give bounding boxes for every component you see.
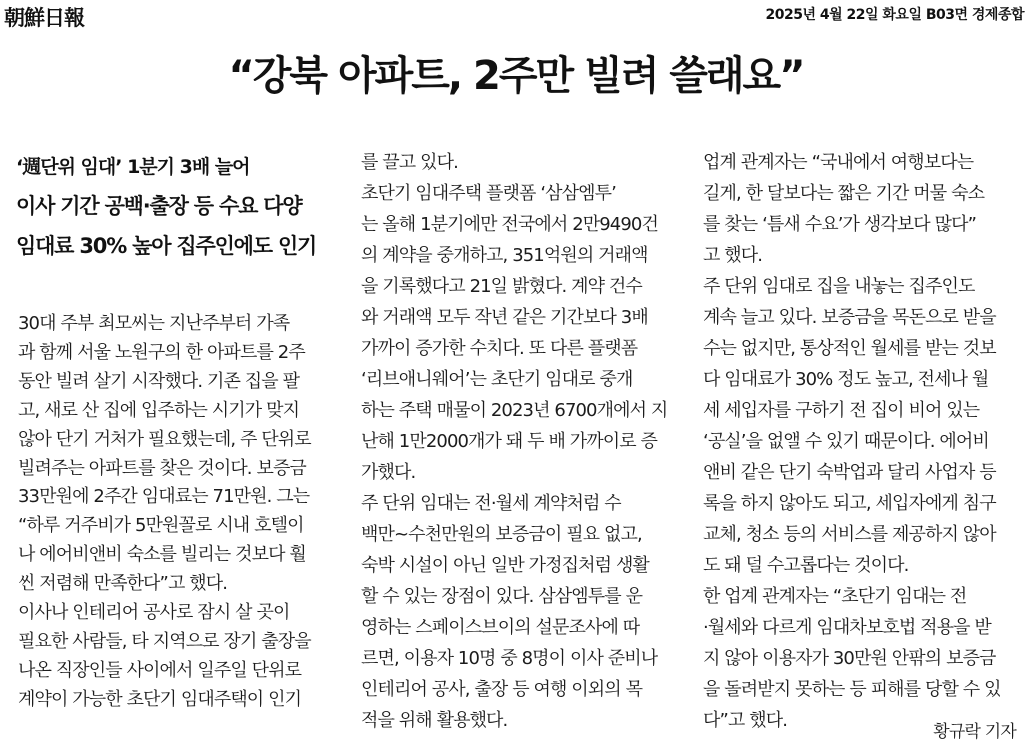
text-line: 도 돼 덜 수고롭다는 것이다.: [703, 555, 909, 576]
text-line: 영하는 스페이스브이의 설문조사에 따: [361, 617, 640, 638]
text-line: ‘공실’을 없앨 수 있기 때문이다. 에어비: [703, 431, 989, 452]
text-line: 난해 1만2000개가 돼 두 배 가까이로 증: [361, 431, 658, 452]
text-line: 한 업계 관계자는 “초단기 임대는 전: [703, 586, 967, 607]
text-line: 주 단위 임대는 전·월세 계약처럼 수: [361, 493, 621, 514]
text-line: 세 세입자를 구하기 전 집이 비어 있는: [703, 400, 980, 421]
text-line: 를 끌고 있다.: [361, 152, 458, 173]
text-line: 할 수 있는 장점이 있다. 삼삼엠투를 운: [361, 586, 643, 607]
text-line: 수는 없지만, 통상적인 월세를 받는 것보: [703, 338, 996, 359]
text-line: 길게, 한 달보다는 짧은 기간 머물 숙소: [703, 183, 985, 204]
text-line: 와 거래액 모두 작년 같은 기간보다 3배: [361, 307, 648, 328]
text-line: 않아 단기 거처가 필요했는데, 주 단위로: [18, 428, 311, 450]
text-line: 를 찾는 ‘틈새 수요’가 생각보다 많다”: [703, 214, 977, 235]
text-line: 이사나 인테리어 공사로 잠시 살 곳이: [18, 602, 290, 623]
text-line: 과 함께 서울 노원구의 한 아파트를 2주: [18, 341, 305, 363]
text-line: 록을 하지 않아도 되고, 세입자에게 침구: [703, 493, 996, 514]
text-line: 하는 주택 매물이 2023년 6700개에서 지: [361, 400, 668, 421]
text-line: 빌려주는 아파트를 찾은 것이다. 보증금: [18, 457, 306, 479]
text-line: 나 에어비앤비 숙소를 빌리는 것보다 훨: [18, 544, 306, 566]
text-line: 숙박 시설이 아닌 일반 가정집처럼 생활: [361, 555, 649, 576]
subhead-2: 임대료 30% 높아 집주인에도 인기: [16, 234, 317, 258]
text-line: 을 기록했다고 21일 밝혔다. 계약 건수: [361, 276, 642, 297]
text-line: 씬 저렴해 만족한다”고 했다.: [18, 573, 228, 595]
text-line: 초단기 임대주택 플랫폼 ‘삼삼엠투’: [361, 183, 616, 204]
text-line: 앤비 같은 단기 숙박업과 달리 사업자 등: [703, 462, 996, 483]
text-line: 나온 직장인들 사이에서 일주일 단위로: [18, 659, 302, 681]
text-line: 교체, 청소 등의 서비스를 제공하지 않아: [703, 524, 996, 545]
text-line: 백만~수천만원의 보증금이 필요 없고,: [361, 524, 642, 545]
text-line: 업계 관계자는 “국내에서 여행보다는: [703, 152, 974, 173]
text-line: 다 임대료가 30% 정도 높고, 전세나 월: [703, 369, 989, 390]
text-line: 고 했다.: [703, 245, 763, 266]
text-line: ·월세와 다르게 임대차보호법 적용을 받: [703, 617, 991, 638]
text-line: 33만원에 2주간 임대료는 71만원. 그는: [18, 486, 310, 508]
text-line: 지 않아 이용자가 30만원 안팎의 보증금: [703, 648, 996, 669]
byline: 황규락 기자: [933, 722, 1016, 742]
text-line: 는 올해 1분기에만 전국에서 2만9490건: [361, 214, 658, 235]
text-line: 계약이 가능한 초단기 임대주택이 인기: [18, 688, 302, 710]
text-line: 을 돌려받지 못하는 등 피해를 당할 수 있: [703, 679, 1001, 700]
text-line: 다”고 했다.: [703, 710, 788, 731]
text-line: 가까이 증가한 수치다. 또 다른 플랫폼: [361, 338, 638, 359]
text-line: 동안 빌려 살기 시작했다. 기존 집을 팔: [18, 370, 300, 392]
text-line: 필요한 사람들, 타 지역으로 장기 출장을: [18, 630, 311, 652]
text-line: ‘리브애니웨어’는 초단기 임대로 중개: [361, 369, 633, 390]
text-line: 주 단위 임대로 집을 내놓는 집주인도: [703, 276, 975, 297]
text-line: “하루 거주비가 5만원꼴로 시내 호텔이: [18, 515, 304, 537]
text-line: 인테리어 공사, 출장 등 여행 이외의 목: [361, 679, 643, 700]
text-line: 의 계약을 중개하고, 351억원의 거래액: [361, 245, 648, 266]
subhead-1: 이사 기간 공백·출장 등 수요 다양: [16, 194, 302, 218]
text-line: 적을 위해 활용했다.: [361, 710, 508, 731]
masthead-logo: 朝鮮日報: [4, 5, 84, 30]
text-line: 고, 새로 산 집에 입주하는 시기가 맞지: [18, 399, 300, 421]
headline: “강북 아파트, 2주만 빌려 쓸래요”: [228, 53, 804, 99]
text-line: 르면, 이용자 10명 중 8명이 이사 준비나: [361, 648, 658, 669]
text-line: 가했다.: [361, 462, 416, 483]
edition-info: 2025년 4월 22일 화요일 B03면 경제종합: [765, 7, 1024, 23]
text-line: 계속 늘고 있다. 보증금을 목돈으로 받을: [703, 307, 996, 328]
text-line: 30대 주부 최모씨는 지난주부터 가족: [18, 313, 290, 334]
kicker: ‘週단위 임대’ 1분기 3배 늘어: [16, 156, 250, 178]
